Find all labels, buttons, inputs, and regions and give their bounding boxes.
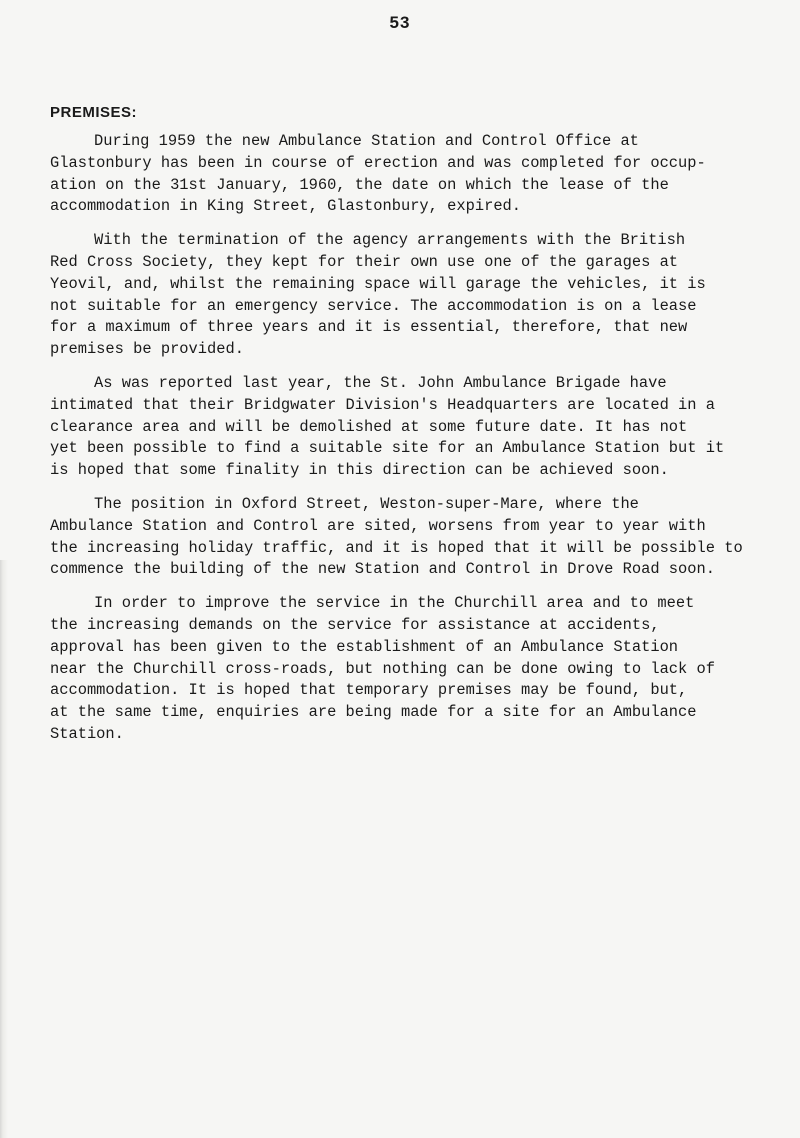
paragraph-line: During 1959 the new Ambulance Station and Control Office at [94,132,639,150]
paragraph-line: Yeovil, and, whilst the remaining space will garage the vehicles, it is [50,274,706,293]
paragraph-line: the increasing demands on the service for assistance at accidents, [50,615,660,634]
paragraph-glastonbury [50,131,762,218]
paragraph-line: As was reported last year, the St. John Ambulance Brigade have [94,373,667,392]
paragraph-line: With the termination of the agency arrangements with the British [94,231,686,250]
paragraph-line: The position in Oxford Street, Weston-super-Mare, where the [94,494,639,513]
section-heading: PREMISES: [50,104,138,121]
paragraph-line: for a maximum of three years and it is essential, therefore, that new [50,318,688,337]
page-number: 53 [389,13,411,32]
paragraph-line: near the Churchill cross-roads, but nothing can be done owing to lack of [50,659,715,678]
paragraph-line: accommodation. It is hoped that temporary premises may be found, but, [50,681,688,700]
paragraph-line: ation on the 31st January, 1960, the date on which the lease of the [50,175,669,194]
paragraph-line: intimated that their Bridgwater Division's Headquarters are located in a [50,395,715,414]
paragraph-line: clearance area and will be demolished at some future date. It has not [50,417,688,436]
paragraph-yeovil [50,230,762,361]
paragraph-line: Red Cross Society, they kept for their own use one of the garages at [50,252,679,271]
paragraph-line: at the same time, enquiries are being made for a site for an Ambulance [50,703,697,722]
paragraph-line: Glastonbury has been in course of erection and was completed for occup- [50,153,706,172]
paragraph-line: Station. [50,724,124,743]
scan-edge-shadow [0,560,8,1138]
paragraph-line: In order to improve the service in the Churchill area and to meet [94,594,695,613]
paragraph-weston [50,494,762,581]
document-body [50,102,762,758]
paragraph-line: Ambulance Station and Control are sited, worsens from year to year with [50,516,706,535]
paragraph-line: the increasing holiday traffic, and it is hoped that it will be possible to [50,538,743,557]
paragraph-line: accommodation in King Street, Glastonbury, expired. [50,197,522,216]
paragraph-line: approval has been given to the establishment of an Ambulance Station [50,637,679,656]
paragraph-bridgwater [50,373,762,482]
paragraph-line: is hoped that some finality in this direction can be achieved soon. [50,461,669,480]
paragraph-line: yet been possible to find a suitable site for an Ambulance Station but it [50,439,725,458]
paragraph-line: premises be provided. [50,340,244,359]
paragraph-churchill [50,593,762,746]
paragraph-line: commence the building of the new Station and Control in Drove Road soon. [50,560,715,579]
paragraph-line: not suitable for an emergency service. The accommodation is on a lease [50,296,697,315]
